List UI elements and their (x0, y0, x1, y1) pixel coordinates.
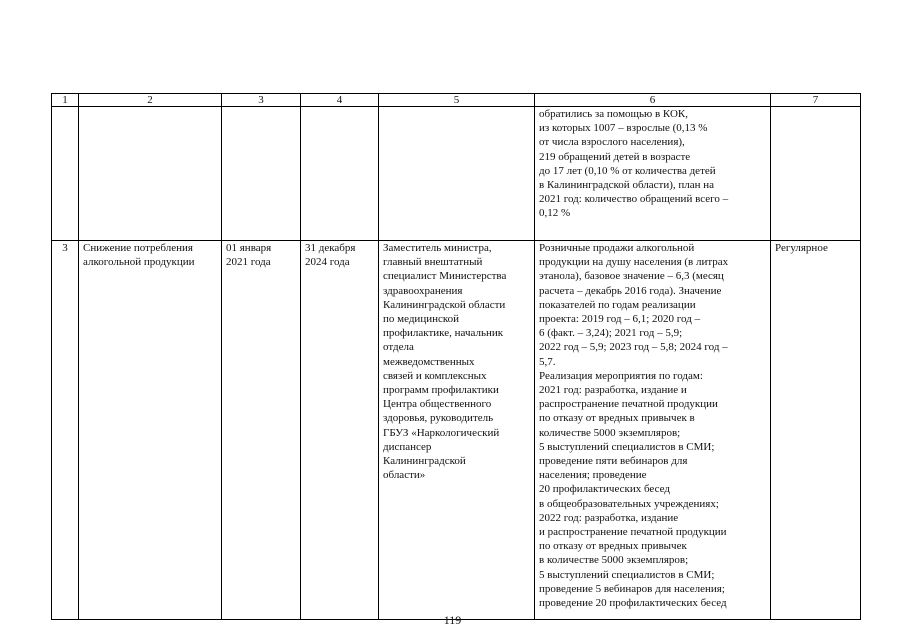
cell-empty (52, 107, 79, 241)
text-line: 31 декабря (305, 242, 356, 254)
text-line: 2022 год – 5,9; 2023 год – 5,8; 2024 год – (539, 341, 728, 354)
text-line: 6 (факт. – 3,24); 2021 год – 5,9; (539, 327, 683, 340)
measure-name (79, 241, 222, 620)
text-line: продукции на душу населения (в литрах (539, 256, 729, 269)
text-line: 2021 год: разработка, издание и (539, 384, 687, 397)
text-line: 5 выступлений специалистов в СМИ; (539, 440, 715, 453)
header-col-6: 6 (535, 94, 771, 107)
text-line: межведомственных (383, 355, 475, 368)
text-line: в количестве 5000 экземпляров; (539, 554, 689, 567)
text-line: проведение пяти вебинаров для (539, 455, 688, 468)
cell-continued-description (535, 107, 771, 241)
text-line: обратились за помощью в КОК, (539, 108, 689, 120)
start-date (222, 241, 301, 620)
text-line: 0,12 % (539, 207, 571, 220)
table-row-3 (52, 241, 861, 620)
header-col-5: 5 (379, 94, 535, 107)
text-line: 01 января (226, 242, 272, 254)
text-line: здоровья, руководитель (383, 412, 494, 425)
text-line: по отказу от вредных привычек (539, 540, 687, 553)
text-line: 2021 год: количество обращений всего – (539, 193, 729, 206)
header-col-4: 4 (301, 94, 379, 107)
text-line: показателей по годам реализации (539, 298, 696, 311)
text-line: области» (383, 469, 426, 482)
text-line: специалист Министерства (383, 270, 507, 283)
text-line: программ профилактики (383, 384, 499, 397)
text-line: проведение 5 вебинаров для населения; (539, 582, 725, 595)
text-line: Снижение потребления (83, 242, 193, 254)
text-line: 20 профилактических бесед (539, 483, 670, 496)
text-line: здравоохранения (383, 284, 463, 297)
cell-empty (771, 107, 861, 241)
text-line: проекта: 2019 год – 6,1; 2020 год – (539, 313, 701, 326)
text-line: этанола), базовое значение – 6,3 (месяц (539, 270, 724, 283)
row-number: 3 (52, 241, 79, 620)
periodicity: Регулярное (771, 241, 861, 620)
text-line: в Калининградской области), план на (539, 179, 715, 192)
cell-empty (79, 107, 222, 241)
text-line: до 17 лет (0,10 % от количества детей (539, 164, 716, 177)
text-line: населения; проведение (539, 469, 647, 482)
table-row-continuation (52, 107, 861, 241)
text-line: количестве 5000 экземпляров; (539, 426, 681, 439)
text-line: Центра общественного (383, 398, 492, 411)
text-line: главный внештатный (383, 256, 483, 269)
text-line: алкогольной продукции (83, 256, 195, 269)
text-line: Заместитель министра, (383, 242, 492, 254)
text-line: Розничные продажи алкогольной (539, 242, 695, 254)
text-line: 2022 год: разработка, издание (539, 511, 679, 524)
text-line: отдела (383, 341, 414, 354)
text-line: 2024 года (305, 256, 350, 269)
end-date (301, 241, 379, 620)
text-line: ГБУЗ «Наркологический (383, 426, 500, 439)
text-line: проведение 20 профилактических бесед (539, 597, 727, 610)
cell-empty (301, 107, 379, 241)
text-line: от числа взрослого населения), (539, 136, 685, 149)
responsible-person (379, 241, 535, 620)
text-line: 5 выступлений специалистов в СМИ; (539, 568, 715, 581)
measure-description (535, 241, 771, 620)
text-line: распространение печатной продукции (539, 398, 718, 411)
text-line: по медицинской (383, 313, 460, 326)
header-col-3: 3 (222, 94, 301, 107)
header-row (52, 94, 861, 107)
text-line: 2021 года (226, 256, 271, 269)
text-line: Калининградской (383, 455, 466, 468)
text-line: 5,7. (539, 355, 556, 368)
header-col-7: 7 (771, 94, 861, 107)
header-col-2: 2 (79, 94, 222, 107)
text-line: и распространение печатной продукции (539, 526, 727, 539)
text-line: из которых 1007 – взрослые (0,13 % (539, 122, 708, 135)
header-col-1: 1 (52, 94, 79, 107)
text-line: связей и комплексных (383, 369, 487, 382)
text-line: по отказу от вредных привычек в (539, 412, 695, 425)
cell-empty (379, 107, 535, 241)
text-line: в общеобразовательных учреждениях; (539, 497, 719, 510)
text-line: Реализация мероприятия по годам: (539, 369, 703, 382)
cell-empty (222, 107, 301, 241)
text-line: профилактике, начальник (383, 327, 504, 340)
measures-table (51, 93, 861, 620)
text-line: расчета – декабрь 2016 года). Значение (539, 284, 722, 297)
text-line: диспансер (383, 440, 432, 453)
text-line: Калининградской области (383, 298, 506, 311)
text-line: 219 обращений детей в возрасте (539, 150, 691, 163)
page-number: 119 (443, 613, 462, 627)
